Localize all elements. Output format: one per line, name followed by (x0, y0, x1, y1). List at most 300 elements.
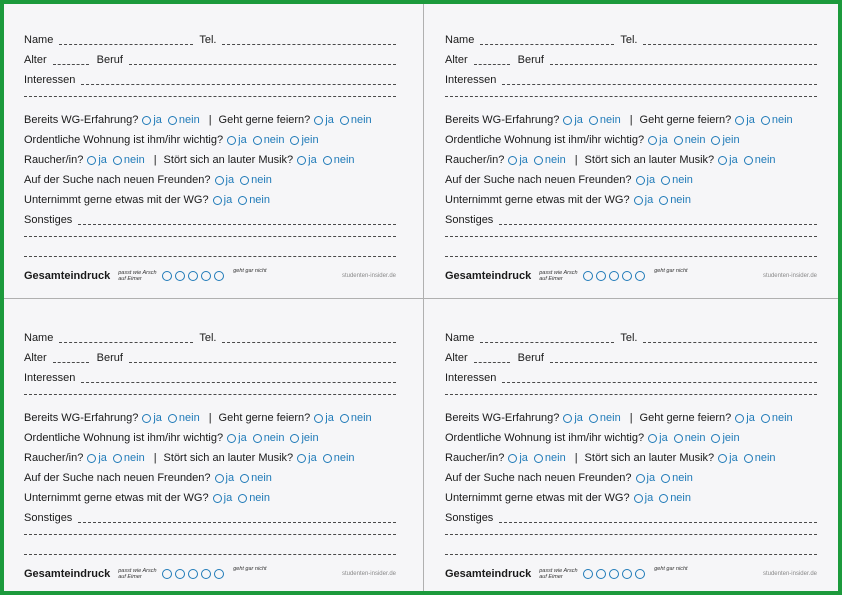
scale-high-note: geht gar nicht (233, 268, 267, 274)
other-extra-line[interactable] (24, 534, 396, 535)
option-yes-no[interactable] (290, 430, 318, 446)
option-label: nein (670, 492, 691, 504)
option-label: ja (223, 194, 233, 206)
option-no[interactable] (253, 132, 285, 148)
rating-circle-icon[interactable] (622, 271, 632, 281)
option-yes[interactable] (718, 450, 738, 466)
option-label: nein (672, 174, 693, 186)
job-field[interactable] (129, 64, 396, 65)
option-label: ja (98, 452, 107, 464)
other-extra-line[interactable] (24, 236, 396, 237)
other-extra-line[interactable] (24, 256, 396, 257)
radio-circle-icon (215, 176, 224, 185)
applicant-card-top-left (24, 20, 396, 290)
scale-high-note: geht gar nicht (654, 566, 688, 572)
tel-field[interactable] (222, 44, 396, 45)
option-label: ja (325, 114, 334, 126)
option-no[interactable] (113, 152, 145, 168)
radio-circle-icon (589, 116, 598, 125)
question-activities: Unternimmt gerne etwas mit der WG? (445, 492, 630, 504)
interests-extra-line[interactable] (445, 394, 817, 395)
radio-circle-icon (735, 116, 744, 125)
interests-label: Interessen (445, 372, 497, 384)
rating-scale (583, 569, 648, 579)
radio-circle-icon (323, 156, 332, 165)
radio-circle-icon (314, 116, 323, 125)
option-label: ja (574, 114, 583, 126)
option-label: nein (754, 452, 776, 464)
job-label: Beruf (96, 54, 123, 66)
job-field[interactable] (550, 64, 817, 65)
scale-low-note: passt wie Arsch auf Eimer (118, 269, 157, 282)
tel-label: Tel. (199, 332, 217, 344)
radio-circle-icon (142, 116, 151, 125)
question-friends: Auf der Suche nach neuen Freunden? (445, 472, 632, 484)
interests-field[interactable] (81, 382, 396, 383)
other-extra-line[interactable] (445, 236, 817, 237)
job-field[interactable] (129, 362, 396, 363)
radio-circle-icon (711, 434, 720, 443)
radio-circle-icon (340, 116, 349, 125)
question-friends: Auf der Suche nach neuen Freunden? (24, 174, 211, 186)
radio-circle-icon (215, 474, 224, 483)
radio-circle-icon (227, 434, 236, 443)
option-label: ja (519, 154, 528, 166)
job-field[interactable] (550, 362, 817, 363)
tel-label: Tel. (620, 34, 638, 46)
option-label: ja (225, 174, 235, 186)
option-yes[interactable] (636, 172, 656, 188)
option-label: ja (746, 412, 755, 424)
question-tidy: Ordentliche Wohnung ist ihm/ihr wichtig? (24, 432, 224, 444)
option-label: ja (238, 432, 247, 444)
radio-circle-icon (142, 414, 151, 423)
age-field[interactable] (474, 64, 510, 65)
question-tidy: Ordentliche Wohnung ist ihm/ihr wichtig? (445, 432, 645, 444)
tel-label: Tel. (620, 332, 638, 344)
radio-circle-icon (636, 474, 645, 483)
separator: | (574, 154, 578, 166)
other-label: Sonstiges (24, 512, 73, 524)
option-label: nein (251, 472, 272, 484)
radio-circle-icon (113, 454, 122, 463)
option-label: ja (325, 412, 334, 424)
interests-label: Interessen (24, 372, 76, 384)
interests-extra-line[interactable] (24, 96, 396, 97)
option-label: nein (263, 432, 285, 444)
radio-circle-icon (240, 474, 249, 483)
option-yes[interactable] (636, 470, 656, 486)
separator: | (208, 114, 212, 126)
radio-circle-icon (661, 176, 670, 185)
scale-low-note: passt wie Arsch auf Eimer (118, 567, 157, 580)
interests-extra-line[interactable] (445, 96, 817, 97)
tel-field[interactable] (643, 44, 817, 45)
radio-circle-icon (761, 116, 770, 125)
other-extra-line[interactable] (24, 554, 396, 555)
other-field[interactable] (78, 522, 396, 523)
separator: | (574, 452, 578, 464)
radio-circle-icon (744, 454, 753, 463)
question-wg-experience: Bereits WG-Erfahrung? (445, 114, 560, 126)
radio-circle-icon (659, 196, 668, 205)
rating-circle-icon[interactable] (622, 569, 632, 579)
radio-circle-icon (238, 196, 247, 205)
option-no[interactable] (744, 152, 776, 168)
question-wg-experience: Bereits WG-Erfahrung? (24, 114, 139, 126)
radio-circle-icon (674, 136, 683, 145)
option-no[interactable] (744, 450, 776, 466)
option-label: ja (153, 412, 162, 424)
option-label: nein (350, 412, 372, 424)
rating-scale (162, 271, 227, 281)
option-yes[interactable] (563, 410, 583, 426)
option-no[interactable] (113, 450, 145, 466)
question-party: Geht gerne feiern? (218, 412, 311, 424)
question-activities: Unternimmt gerne etwas mit der WG? (24, 492, 209, 504)
option-label: ja (729, 452, 738, 464)
rating-scale (162, 569, 227, 579)
option-no[interactable] (589, 410, 621, 426)
option-label: ja (519, 452, 528, 464)
option-label: nein (178, 412, 200, 424)
option-yes[interactable] (142, 410, 162, 426)
option-yes[interactable] (563, 112, 583, 128)
radio-circle-icon (648, 434, 657, 443)
radio-circle-icon (563, 414, 572, 423)
other-label: Sonstiges (24, 214, 73, 226)
option-label: ja (746, 114, 755, 126)
rating-circle-icon[interactable] (162, 271, 172, 281)
option-label: ja (153, 114, 162, 126)
option-label: nein (123, 452, 145, 464)
option-yes[interactable] (87, 450, 107, 466)
option-yes[interactable] (297, 152, 317, 168)
option-label: nein (544, 154, 566, 166)
radio-circle-icon (168, 116, 177, 125)
option-no[interactable] (659, 490, 691, 506)
option-yes[interactable] (508, 152, 528, 168)
option-yes[interactable] (215, 172, 235, 188)
rating-circle-icon[interactable] (635, 271, 645, 281)
tel-field[interactable] (643, 342, 817, 343)
option-yes[interactable] (634, 490, 654, 506)
radio-circle-icon (87, 156, 96, 165)
overall-impression-label: Gesamteindruck (445, 568, 532, 580)
option-label: ja (225, 472, 235, 484)
rating-circle-icon[interactable] (188, 569, 198, 579)
rating-circle-icon[interactable] (609, 569, 619, 579)
radio-circle-icon (508, 156, 517, 165)
other-field[interactable] (499, 224, 817, 225)
radio-circle-icon (648, 136, 657, 145)
option-yes[interactable] (648, 132, 668, 148)
other-extra-line[interactable] (445, 256, 817, 257)
interests-extra-line[interactable] (24, 394, 396, 395)
tel-label: Tel. (199, 34, 217, 46)
credit-text: studenten-insider.de (762, 571, 817, 577)
question-smoker: Raucher/in? (24, 154, 84, 166)
option-yes[interactable] (718, 152, 738, 168)
rating-circle-icon[interactable] (201, 271, 211, 281)
job-label: Beruf (517, 54, 544, 66)
radio-circle-icon (589, 414, 598, 423)
option-yes[interactable] (314, 112, 334, 128)
option-no[interactable] (661, 172, 693, 188)
overall-impression-label: Gesamteindruck (445, 270, 532, 282)
option-yes[interactable] (314, 410, 334, 426)
age-label: Alter (445, 54, 468, 66)
rating-circle-icon[interactable] (583, 569, 593, 579)
rating-circle-icon[interactable] (162, 569, 172, 579)
option-yes[interactable] (213, 490, 233, 506)
radio-circle-icon (735, 414, 744, 423)
radio-circle-icon (636, 176, 645, 185)
option-label: nein (771, 412, 793, 424)
rating-circle-icon[interactable] (201, 569, 211, 579)
radio-circle-icon (711, 136, 720, 145)
option-label: nein (544, 452, 566, 464)
interests-label: Interessen (445, 74, 497, 86)
credit-text: studenten-insider.de (341, 571, 396, 577)
option-label: nein (333, 154, 355, 166)
radio-circle-icon (240, 176, 249, 185)
scale-low-note: passt wie Arsch auf Eimer (539, 567, 578, 580)
radio-circle-icon (87, 454, 96, 463)
option-yes[interactable] (634, 192, 654, 208)
name-label: Name (24, 332, 54, 344)
option-label: ja (644, 492, 654, 504)
radio-circle-icon (534, 156, 543, 165)
radio-circle-icon (253, 136, 262, 145)
radio-circle-icon (744, 156, 753, 165)
overall-impression-label: Gesamteindruck (24, 568, 111, 580)
question-party: Geht gerne feiern? (218, 114, 311, 126)
rating-circle-icon[interactable] (175, 271, 185, 281)
rating-circle-icon[interactable] (583, 271, 593, 281)
option-no[interactable] (534, 450, 566, 466)
rating-circle-icon[interactable] (596, 271, 606, 281)
radio-circle-icon (340, 414, 349, 423)
separator: | (629, 114, 633, 126)
question-smoker: Raucher/in? (24, 452, 84, 464)
radio-circle-icon (634, 196, 643, 205)
option-no[interactable] (761, 410, 793, 426)
other-field[interactable] (499, 522, 817, 523)
rating-circle-icon[interactable] (635, 569, 645, 579)
radio-circle-icon (290, 434, 299, 443)
option-no[interactable] (168, 410, 200, 426)
radio-circle-icon (508, 454, 517, 463)
job-label: Beruf (517, 352, 544, 364)
option-no[interactable] (340, 112, 372, 128)
radio-circle-icon (113, 156, 122, 165)
option-label: ja (308, 154, 317, 166)
option-label: ja (644, 194, 654, 206)
rating-circle-icon[interactable] (214, 569, 224, 579)
question-music: Stört sich an lauter Musik? (584, 452, 715, 464)
option-label: jein (301, 134, 319, 146)
option-yes[interactable] (213, 192, 233, 208)
applicant-card-bottom-left (24, 318, 396, 588)
radio-circle-icon (290, 136, 299, 145)
interests-field[interactable] (502, 382, 817, 383)
separator: | (153, 452, 157, 464)
option-no[interactable] (589, 112, 621, 128)
option-no[interactable] (168, 112, 200, 128)
age-label: Alter (445, 352, 468, 364)
option-label: ja (646, 174, 656, 186)
option-no[interactable] (240, 470, 272, 486)
radio-circle-icon (718, 454, 727, 463)
option-no[interactable] (674, 430, 706, 446)
radio-circle-icon (323, 454, 332, 463)
name-field[interactable] (480, 342, 614, 343)
option-label: ja (574, 412, 583, 424)
option-label: nein (599, 412, 621, 424)
separator: | (208, 412, 212, 424)
rating-circle-icon[interactable] (214, 271, 224, 281)
option-label: ja (308, 452, 317, 464)
radio-circle-icon (297, 156, 306, 165)
radio-circle-icon (634, 494, 643, 503)
option-label: nein (333, 452, 355, 464)
radio-circle-icon (534, 454, 543, 463)
name-field[interactable] (59, 44, 193, 45)
question-friends: Auf der Suche nach neuen Freunden? (445, 174, 632, 186)
rating-circle-icon[interactable] (175, 569, 185, 579)
option-label: ja (729, 154, 738, 166)
radio-circle-icon (314, 414, 323, 423)
option-yes[interactable] (227, 430, 247, 446)
overall-impression-label: Gesamteindruck (24, 270, 111, 282)
option-label: ja (223, 492, 233, 504)
option-label: nein (178, 114, 200, 126)
question-music: Stört sich an lauter Musik? (584, 154, 715, 166)
credit-text: studenten-insider.de (341, 273, 396, 279)
option-no[interactable] (534, 152, 566, 168)
age-field[interactable] (474, 362, 510, 363)
separator: | (153, 154, 157, 166)
option-yes-no[interactable] (290, 132, 318, 148)
option-no[interactable] (240, 172, 272, 188)
age-field[interactable] (53, 362, 89, 363)
option-yes-no[interactable] (711, 132, 739, 148)
option-label: nein (123, 154, 145, 166)
age-label: Alter (24, 54, 47, 66)
option-no[interactable] (340, 410, 372, 426)
name-field[interactable] (480, 44, 614, 45)
question-tidy: Ordentliche Wohnung ist ihm/ihr wichtig? (24, 134, 224, 146)
option-yes[interactable] (735, 410, 755, 426)
interests-field[interactable] (502, 84, 817, 85)
question-smoker: Raucher/in? (445, 154, 505, 166)
age-field[interactable] (53, 64, 89, 65)
other-label: Sonstiges (445, 214, 494, 226)
radio-circle-icon (213, 494, 222, 503)
option-no[interactable] (674, 132, 706, 148)
option-yes[interactable] (508, 450, 528, 466)
other-extra-line[interactable] (445, 534, 817, 535)
radio-circle-icon (659, 494, 668, 503)
option-yes[interactable] (87, 152, 107, 168)
option-no[interactable] (253, 430, 285, 446)
option-yes[interactable] (215, 470, 235, 486)
job-label: Beruf (96, 352, 123, 364)
question-party: Geht gerne feiern? (639, 412, 732, 424)
option-label: nein (249, 194, 270, 206)
other-extra-line[interactable] (445, 554, 817, 555)
radio-circle-icon (718, 156, 727, 165)
question-party: Geht gerne feiern? (639, 114, 732, 126)
radio-circle-icon (238, 494, 247, 503)
option-no[interactable] (761, 112, 793, 128)
option-yes-no[interactable] (711, 430, 739, 446)
option-yes[interactable] (735, 112, 755, 128)
rating-circle-icon[interactable] (596, 569, 606, 579)
other-label: Sonstiges (445, 512, 494, 524)
rating-circle-icon[interactable] (609, 271, 619, 281)
separator: | (629, 412, 633, 424)
interests-label: Interessen (24, 74, 76, 86)
option-no[interactable] (323, 152, 355, 168)
radio-circle-icon (761, 414, 770, 423)
other-field[interactable] (78, 224, 396, 225)
question-wg-experience: Bereits WG-Erfahrung? (24, 412, 139, 424)
option-label: nein (251, 174, 272, 186)
option-yes[interactable] (142, 112, 162, 128)
question-smoker: Raucher/in? (445, 452, 505, 464)
option-no[interactable] (238, 192, 270, 208)
interests-field[interactable] (81, 84, 396, 85)
question-activities: Unternimmt gerne etwas mit der WG? (445, 194, 630, 206)
radio-circle-icon (213, 196, 222, 205)
option-no[interactable] (238, 490, 270, 506)
rating-circle-icon[interactable] (188, 271, 198, 281)
applicant-card-bottom-right (445, 318, 817, 588)
option-no[interactable] (661, 470, 693, 486)
option-label: nein (754, 154, 776, 166)
option-label: nein (599, 114, 621, 126)
option-label: nein (684, 134, 706, 146)
radio-circle-icon (563, 116, 572, 125)
name-label: Name (445, 34, 475, 46)
option-label: jein (722, 432, 740, 444)
radio-circle-icon (168, 414, 177, 423)
question-activities: Unternimmt gerne etwas mit der WG? (24, 194, 209, 206)
name-label: Name (24, 34, 54, 46)
tel-field[interactable] (222, 342, 396, 343)
option-no[interactable] (659, 192, 691, 208)
question-friends: Auf der Suche nach neuen Freunden? (24, 472, 211, 484)
name-field[interactable] (59, 342, 193, 343)
option-yes[interactable] (648, 430, 668, 446)
question-music: Stört sich an lauter Musik? (163, 452, 294, 464)
option-yes[interactable] (227, 132, 247, 148)
credit-text: studenten-insider.de (762, 273, 817, 279)
option-label: jein (301, 432, 319, 444)
option-label: nein (684, 432, 706, 444)
option-no[interactable] (323, 450, 355, 466)
option-label: nein (263, 134, 285, 146)
question-music: Stört sich an lauter Musik? (163, 154, 294, 166)
rating-scale (583, 271, 648, 281)
scale-low-note: passt wie Arsch auf Eimer (539, 269, 578, 282)
option-label: ja (659, 134, 668, 146)
radio-circle-icon (674, 434, 683, 443)
option-yes[interactable] (297, 450, 317, 466)
option-label: ja (238, 134, 247, 146)
